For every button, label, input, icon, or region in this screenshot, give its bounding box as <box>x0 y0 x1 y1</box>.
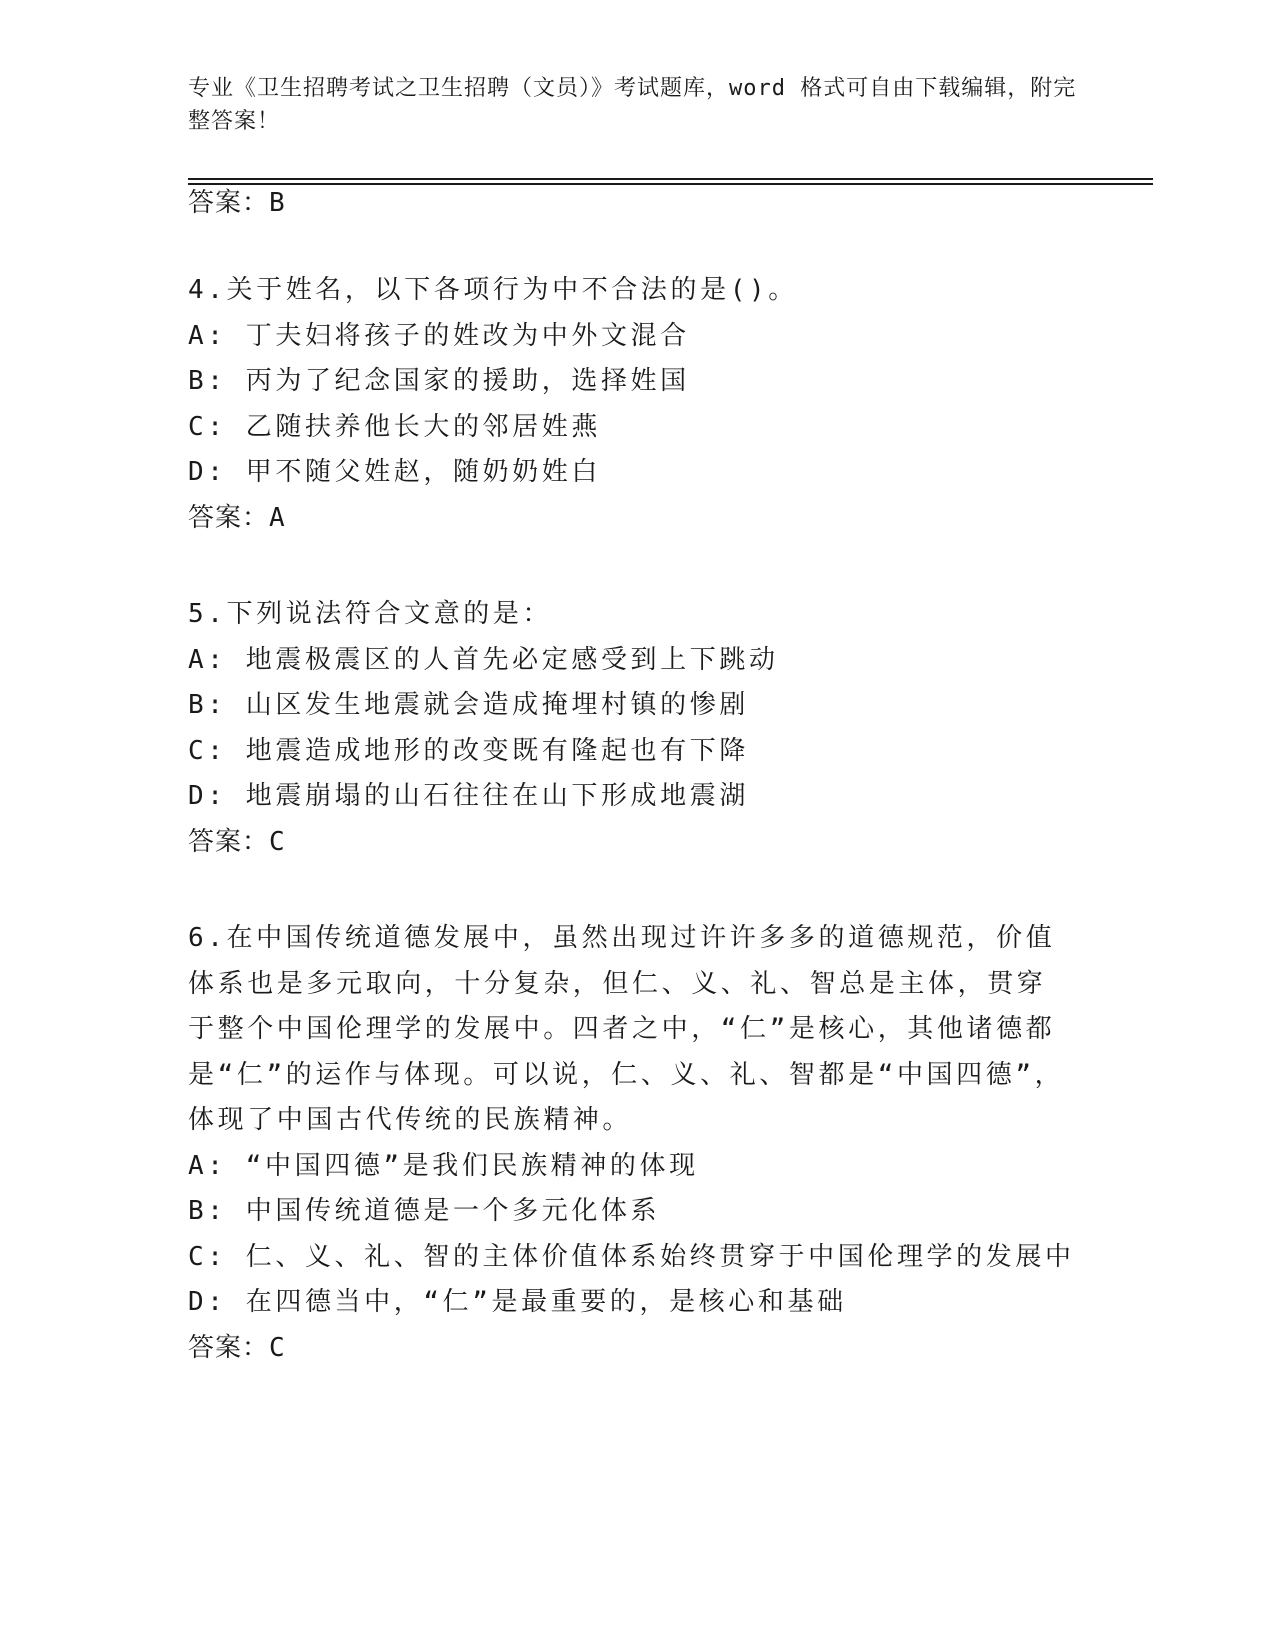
question-answer: 答案：C <box>188 826 286 857</box>
option-b: B: 丙为了纪念国家的援助，选择姓国 <box>188 366 690 396</box>
question-block <box>188 916 1075 1371</box>
header-divider-bottom <box>188 183 1153 185</box>
question-block <box>188 268 1068 541</box>
header-divider-top <box>188 178 1153 180</box>
question-block <box>188 592 1068 865</box>
question-stem: 6.在中国传统道德发展中，虽然出现过许许多多的道德规范，价值体系也是多元取向，十分复杂，但仁、义、礼、智总是主体，贯穿于整个中国伦理学的发展中。四者之中，“仁”是核心，其他诸德都是“仁”的运作与体现。可以说，仁、义、礼、智都是“中国四德”，体现了中国古代传统的民族精神。 <box>188 923 1065 1135</box>
option-b: B: 山区发生地震就会造成掩埋村镇的惨剧 <box>188 690 749 720</box>
option-a: A: “中国四德”是我们民族精神的体现 <box>188 1150 699 1181</box>
question-answer: 答案：C <box>188 1332 286 1363</box>
option-c: C: 地震造成地形的改变既有隆起也有下降 <box>188 735 749 766</box>
option-d: D: 在四德当中，“仁”是最重要的，是核心和基础 <box>188 1287 847 1317</box>
question-stem: 4.关于姓名，以下各项行为中不合法的是()。 <box>188 275 798 305</box>
option-c: C: 乙随扶养他长大的邻居姓燕 <box>188 411 601 442</box>
option-a: A: 地震极震区的人首先必定感受到上下跳动 <box>188 644 779 675</box>
option-b: B: 中国传统道德是一个多元化体系 <box>188 1196 661 1226</box>
question-answer: 答案：A <box>188 502 286 533</box>
option-c: C: 仁、义、礼、智的主体价值体系始终贯穿于中国伦理学的发展中 <box>188 1241 1075 1272</box>
question-stem: 5.下列说法符合文意的是： <box>188 599 553 629</box>
option-a: A: 丁夫妇将孩子的姓改为中外文混合 <box>188 320 690 351</box>
page-header-text: 专业《卫生招聘考试之卫生招聘（文员）》考试题库，word 格式可自由下载编辑，附完整答案！ <box>188 76 1077 134</box>
previous-question-answer: 答案：B <box>188 188 286 218</box>
option-d: D: 地震崩塌的山石往往在山下形成地震湖 <box>188 781 749 811</box>
option-d: D: 甲不随父姓赵，随奶奶姓白 <box>188 457 601 487</box>
